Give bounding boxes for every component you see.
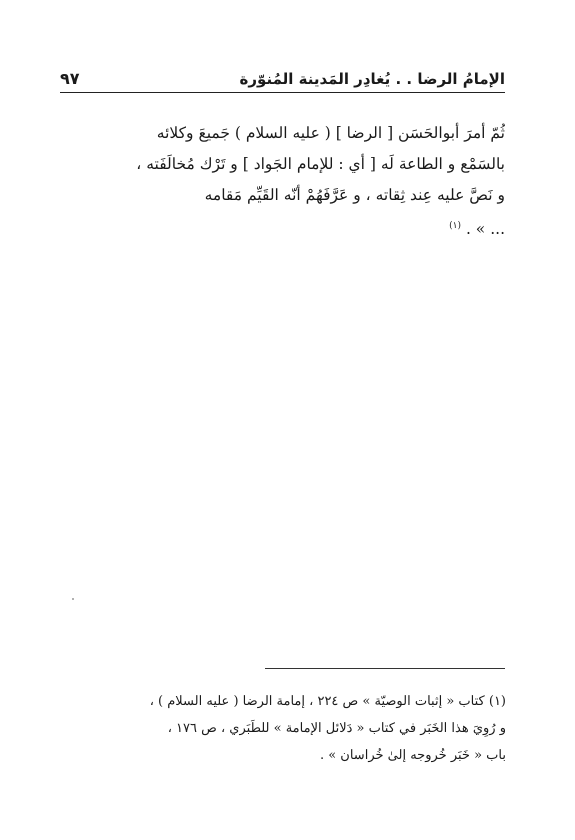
footnote-separator [265, 668, 505, 669]
page-number: ٩٧ [60, 69, 80, 88]
main-text [80, 118, 505, 245]
text-line-last [80, 211, 505, 245]
footnotes [60, 688, 506, 769]
footnote-line: (١) كتاب « إثبات الوصيّة » ص ٢٢٤ ، إمامة الرضا ( عليه السلام ) ، [149, 694, 506, 709]
running-header [60, 64, 505, 88]
text-line: و نَصَّ عليه عِند ثِقاته ، و عَرَّفَهُمْ أنّه القَيِّم مَقامه [204, 186, 505, 204]
footnote-line: باب « خَبَر خُروجه إلىٰ خُراسان » . [319, 748, 506, 763]
footnote-reference: (١) [449, 221, 462, 231]
footnote-line: و رُوِيَ هذا الخَبَر في كتاب « دَلائل الإمامة » للطَبَري ، ص ١٧٦ ، [167, 721, 506, 736]
text-line: بالسَمْع و الطاعة لَه [ أي : للإمام الجَواد ] و تَرْك مُخالَفَته ، [136, 155, 505, 173]
header-title: الإمامُ الرضا . . يُغادِر المَدينة المُنوّرة [239, 70, 505, 88]
text-line: ثُمّ أمرَ أبوالحَسَن [ الرضا ] ( عليه السلام ) جَميعَ وكلائه [156, 124, 505, 142]
header-rule [60, 92, 505, 93]
scan-speck [72, 598, 74, 600]
closing-quote: ... » . [465, 220, 505, 239]
